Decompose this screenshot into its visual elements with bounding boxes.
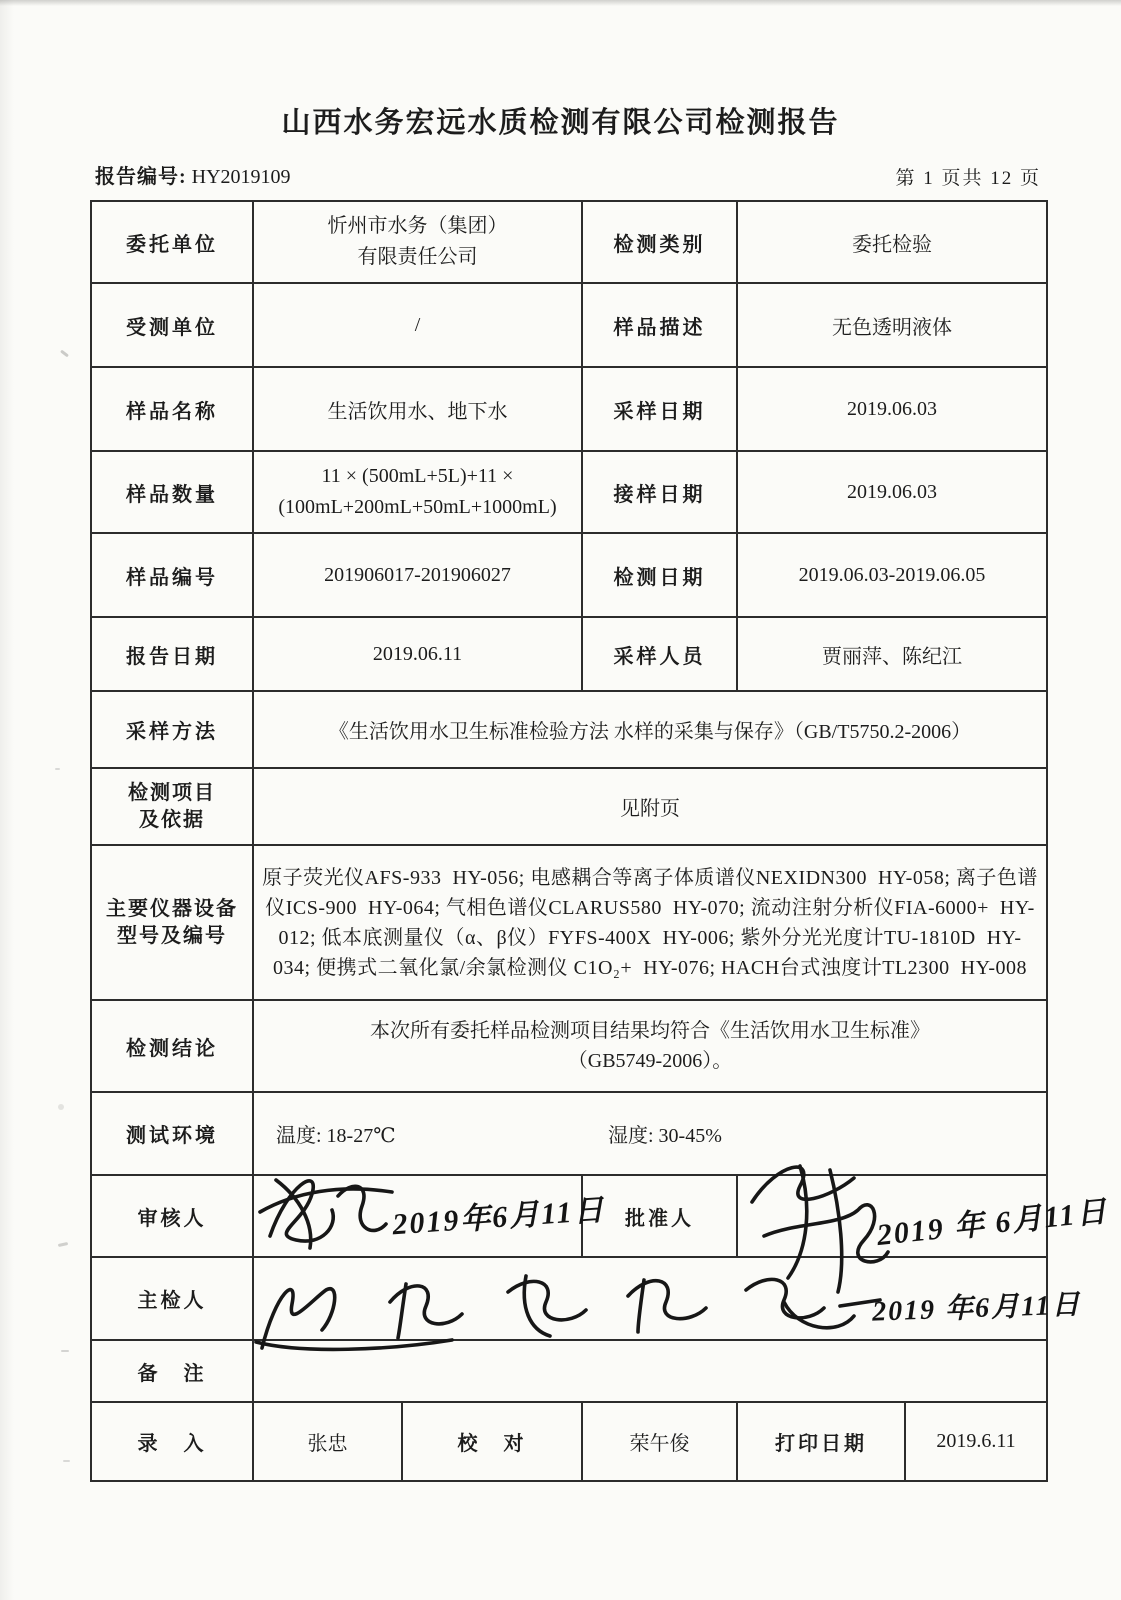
environment-humidity: 湿度: 30-45% — [608, 1125, 722, 1147]
label-sample-name: 样品名称 — [91, 367, 253, 451]
label-tested-unit: 受测单位 — [91, 283, 253, 367]
cell-sample-name-value: 生活饮用水、地下水 — [253, 367, 582, 451]
conclusion-line1: 本次所有委托样品检测项目结果均符合《生活饮用水卫生标准》 — [370, 1020, 930, 1042]
label-sampling-personnel: 采样人员 — [582, 617, 737, 691]
label-sample-number: 样品编号 — [91, 533, 253, 617]
row-remarks — [91, 1340, 1047, 1402]
label-receiving-date: 接样日期 — [582, 451, 737, 533]
cell-remarks-value — [253, 1340, 1047, 1402]
label-sample-quantity: 样品数量 — [91, 451, 253, 533]
test-items-label-line2: 及依据 — [139, 808, 205, 831]
scan-smudge — [60, 350, 69, 358]
conclusion-line2: （GB5749-2006）。 — [567, 1050, 733, 1072]
scan-smudge — [61, 1350, 69, 1352]
cell-test-items-value: 见附页 — [253, 768, 1047, 845]
label-entry: 录 入 — [91, 1402, 253, 1481]
cell-sampling-date-value: 2019.06.03 — [737, 367, 1047, 451]
label-proofread: 校 对 — [402, 1402, 582, 1481]
report-number-line — [95, 160, 291, 189]
row-report-date — [91, 617, 1047, 691]
scan-smudge — [63, 1460, 70, 1462]
row-entry — [91, 1402, 1047, 1481]
cell-instruments-value: 原子荧光仪AFS-933 HY-056; 电感耦合等离子体质谱仪NEXIDN300 HY-058; 离子色谱仪ICS-900 HY-064; 气相色谱仪CLARUS580 HY-070; 流动注射分析仪FIA-6000+ HY-012; 低本底测量仪（α、β仪）FYFS-400X HY-006; 紫外分光光度计TU-1810D HY-034; 便携式二氧化氯/余氯检测仪 C1O₂+ HY-076; HACH台式浊度计TL2300 HY-008 — [253, 845, 1047, 1000]
label-approver: 批准人 — [582, 1175, 737, 1257]
row-sample-number — [91, 533, 1047, 617]
row-sampling-method — [91, 691, 1047, 768]
cell-sampling-method-value: 《生活饮用水卫生标准检验方法 水样的采集与保存》（GB/T5750.2-2006） — [253, 691, 1047, 768]
label-sample-description: 样品描述 — [582, 283, 737, 367]
cell-entry-value: 张忠 — [253, 1402, 402, 1481]
cell-testing-date-value: 2019.06.03-2019.06.05 — [737, 533, 1047, 617]
page-indicator: 第 1 页共 12 页 — [895, 168, 1041, 189]
cell-proofread-value: 荣午俊 — [582, 1402, 737, 1481]
label-chief-inspector: 主检人 — [91, 1257, 253, 1340]
instruments-label-line1: 主要仪器设备 — [106, 897, 238, 920]
scan-smudge — [55, 768, 60, 770]
cell-tested-unit-value: / — [253, 283, 582, 367]
label-client: 委托单位 — [91, 201, 253, 283]
label-testing-date: 检测日期 — [582, 533, 737, 617]
label-instruments — [91, 845, 253, 1000]
sample-quantity-line1: 11 × (500mL+5L)+11 × — [321, 465, 514, 487]
client-value-line2: 有限责任公司 — [357, 246, 478, 268]
page-title: 山西水务宏远水质检测有限公司检测报告 — [281, 107, 840, 139]
cell-sample-quantity-value — [253, 451, 582, 533]
label-remarks: 备 注 — [91, 1340, 253, 1402]
cell-client-value — [253, 201, 582, 283]
scan-smudge — [58, 1242, 68, 1247]
cell-print-date-value: 2019.6.11 — [905, 1402, 1047, 1481]
cell-sample-number-value: 201906017-201906027 — [253, 533, 582, 617]
cell-receiving-date-value: 2019.06.03 — [737, 451, 1047, 533]
client-value-line1: 忻州市水务（集团） — [327, 215, 508, 237]
cell-test-category-value: 委托检验 — [737, 201, 1047, 283]
label-report-date: 报告日期 — [91, 617, 253, 691]
row-client — [91, 201, 1047, 283]
row-test-items — [91, 768, 1047, 845]
approver-date-handwritten: 2019 年 6月11日 — [875, 1194, 1110, 1253]
cell-sample-description-value: 无色透明液体 — [737, 283, 1047, 367]
row-tested-unit — [91, 283, 1047, 367]
scan-artifact-top-edge — [0, 0, 1121, 6]
label-test-environment: 测试环境 — [91, 1092, 253, 1175]
cell-conclusion-value — [253, 1000, 1047, 1092]
label-sampling-method: 采样方法 — [91, 691, 253, 768]
cell-test-environment — [253, 1092, 1047, 1175]
environment-temperature: 温度: 18-27℃ — [276, 1125, 396, 1147]
label-reviewer: 审核人 — [91, 1175, 253, 1257]
label-sampling-date: 采样日期 — [582, 367, 737, 451]
reviewer-date-handwritten: 2019年6月11日 — [391, 1193, 607, 1242]
label-print-date: 打印日期 — [737, 1402, 905, 1481]
label-test-items — [91, 768, 253, 845]
test-items-label-line1: 检测项目 — [128, 781, 216, 804]
cell-report-date-value: 2019.06.11 — [253, 617, 582, 691]
scan-smudge — [58, 1104, 64, 1110]
chief-inspector-date-handwritten: 2019 年6月11日 — [871, 1289, 1083, 1328]
scan-artifact-left-edge — [0, 0, 14, 1600]
report-number-value: HY2019109 — [191, 166, 291, 188]
row-instruments — [91, 845, 1047, 1000]
label-test-category: 检测类别 — [582, 201, 737, 283]
report-number-label: 报告编号: — [95, 166, 187, 188]
row-test-environment — [91, 1092, 1047, 1175]
row-sample-name — [91, 367, 1047, 451]
row-sample-quantity — [91, 451, 1047, 533]
row-conclusion — [91, 1000, 1047, 1092]
sample-quantity-line2: (100mL+200mL+50mL+1000mL) — [278, 496, 557, 518]
label-conclusion: 检测结论 — [91, 1000, 253, 1092]
instruments-label-line2: 型号及编号 — [117, 924, 227, 947]
cell-sampling-personnel-value: 贾丽萍、陈纪江 — [737, 617, 1047, 691]
